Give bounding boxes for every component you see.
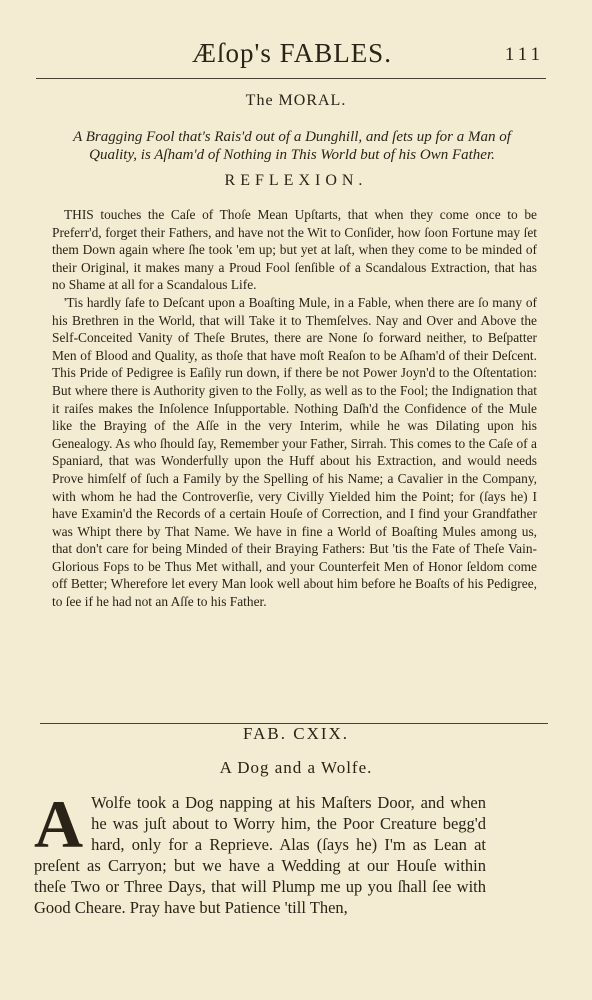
- fable-title: A Dog and a Wolfe.: [219, 758, 373, 777]
- moral-text: A Bragging Fool that's Rais'd out of a Dunghill, and ſets up for a Man of Quality, is Aſham'd of Nothing in This World but of his Own Father.: [73, 129, 511, 163]
- fable-paragraph: Wolfe took a Dog napping at his Maſters Door, and when he was juſt about to Worry him, the Poor Creature begg'd hard, only for a Reprieve. Alas (ſays he) I'm as Lean at preſent as Carryon; but we have a Wedding at our Houſe within theſe Two or Three Days, that will Plump me up you ſhall ſee with Good Cheare. Pray have but Patience 'till Then,: [34, 793, 486, 917]
- reflexion-heading: REFLEXION.: [224, 172, 368, 189]
- fable-body: [34, 786, 486, 918]
- reflexion-paragraph: THIS touches the Caſe of Thoſe Mean Upſtarts, that when they come once to be Preferr'd, forget their Fathers, and have not the Wit to Conſider, how ſoon Fortune may ſet them Down again where ſhe took 'em up; but yet at laſt, when they come to be minded of their Original, it makes many a Proud Fool ſenſible of a Scandalous Extraction, that has no Shame at all for a Scandalous Life.: [52, 207, 537, 293]
- running-head: [40, 36, 544, 70]
- running-head-title: Æſop's FABLES.: [192, 38, 392, 68]
- fable-number: FAB. CXIX.: [242, 724, 350, 743]
- drop-cap: A: [34, 786, 84, 862]
- top-rule: [36, 78, 546, 79]
- moral-heading: The MORAL.: [245, 92, 347, 109]
- reflexion-body: [52, 206, 537, 611]
- reflexion-paragraph: 'Tis hardly ſafe to Deſcant upon a Boaſting Mule, in a Fable, when there are ſo many of his Brethren in the World, that will Take it to Themſelves. Nay and Over and Above the Self-Conceited Vanity of Theſe Brutes, there are None ſo forward neither, to Beſpatter Men of Blood and Quality, as thoſe that have moſt Reaſon to be Aſham'd of their Deſcent. This Pride of Pedigree is Eaſily run down, if there be not Power Joyn'd to the Oſtentation: But where there is Authority given to the Folly, as well as to the Fool; the Indignation that it raiſes makes the Inſolence Inſupportable. Nothing Daſh'd the Confidence of the Mule like the Braying of the Aſſe in the very Interim, while he was Dilating upon his Genealogy. As who ſhould ſay, Remember your Father, Sirrah. This comes to the Caſe of a Spaniard, that was Wonderfully upon the Huff about his Extraction, and would needs Prove himſelf of ſuch a Family by the Spelling of his Name; a Cavalier in the Company, with whom he had the Controverſie, very Civilly Yielded him the Point; for (ſays he) I have Examin'd the Records of a certain Houſe of Correction, and I find your Grandfather was Whipt there by That Name. We have in fine a World of Boaſting Mules among us, that don't care for being Minded of their Braying Fathers: But 'tis the Fate of Theſe Vain-Glorious Fops to be Thus Met withall, and your Counterfeit Men of Honor ſeldom come off Better; Wherefore let every Man look well about him before he Boaſts of his Pedigree, to ſee if he had not an Aſſe to his Father.: [52, 294, 537, 610]
- page-number: 111: [504, 44, 544, 65]
